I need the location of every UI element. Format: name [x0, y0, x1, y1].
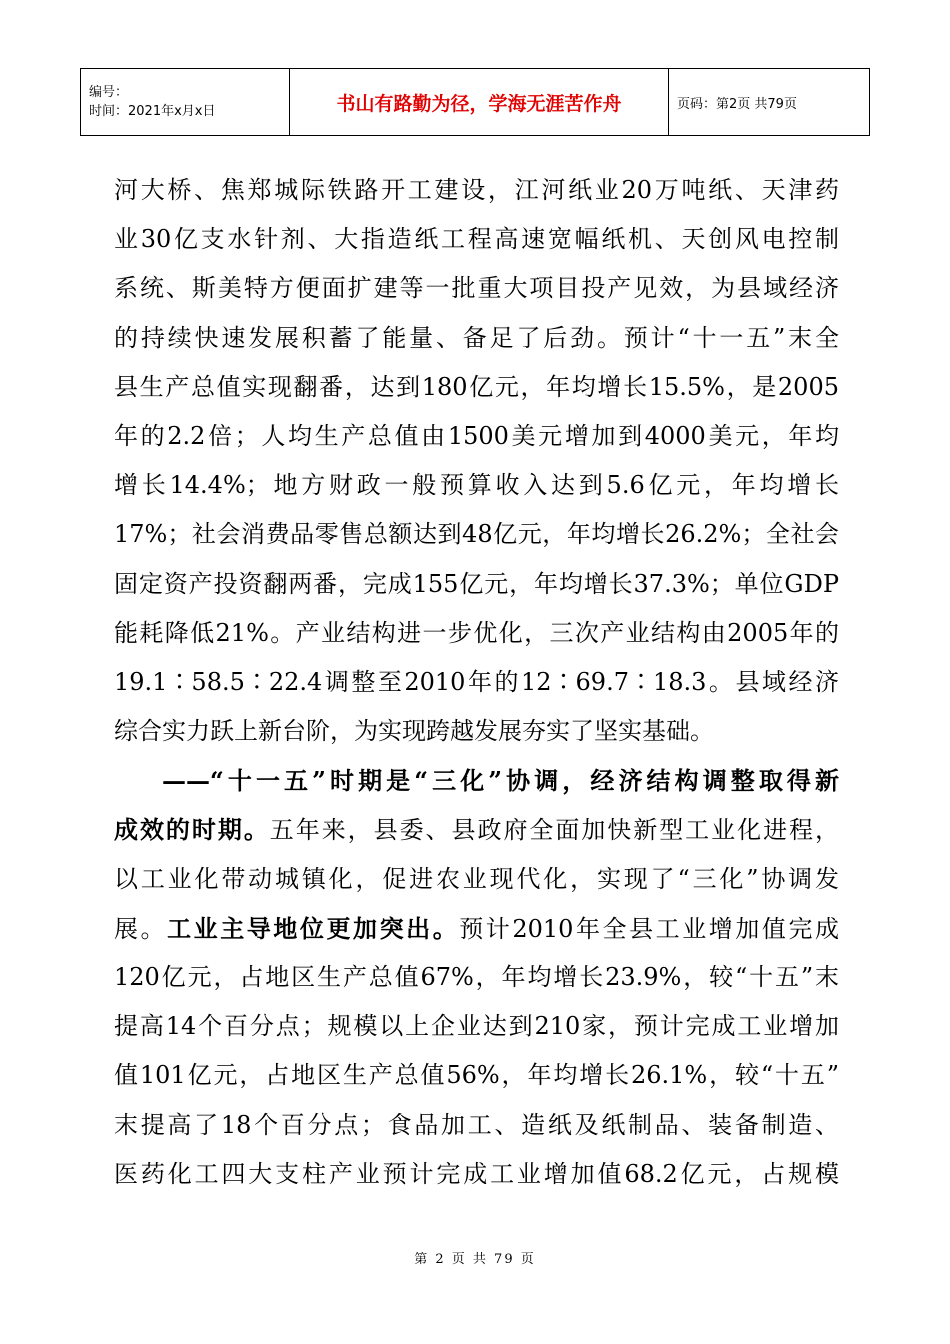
header-page-info: 页码：第2页 共79页: [669, 69, 870, 136]
body-line: 以工业化带动城镇化，促进农业现代化，实现了“三化”协调发: [114, 864, 839, 893]
body-line: 业30亿支水针剂、大指造纸工程高速宽幅纸机、天创风电控制: [114, 225, 839, 254]
body-line: 固定资产投资翻两番，完成155亿元，年均增长37.3%；单位GDP: [114, 569, 839, 598]
body-line: 提高14个百分点；规模以上企业达到210家，预计完成工业增加: [114, 1012, 839, 1041]
body-line: 120亿元，占地区生产总值67%，年均增长23.9%，较“十五”末: [114, 963, 839, 991]
section-heading-tail: 成效的时期。: [114, 815, 270, 845]
subheading-run: 工业主导地位更加突出。: [167, 913, 460, 943]
body-line: 17%；社会消费品零售总额达到48亿元，年均增长26.2%；全社会: [114, 520, 839, 549]
body-line: 19.1∶58.5∶22.4调整至2010年的12∶69.7∶18.3。县域经济: [114, 667, 839, 696]
body-line: 末提高了18个百分点；食品加工、造纸及纸制品、装备制造、: [114, 1110, 839, 1139]
body-line: 增长14.4%；地方财政一般预算收入达到5.6亿元，年均增长: [114, 471, 839, 500]
page-footer: 第 2 页 共 79 页: [414, 1252, 536, 1267]
document-header: [80, 68, 870, 136]
body-line: 河大桥、焦郑城际铁路开工建设，江河纸业20万吨纸、天津药: [114, 176, 839, 204]
body-line: 县生产总值实现翻番，达到180亿元，年均增长15.5%，是2005: [114, 372, 839, 401]
document-body: [114, 166, 839, 1199]
body-line: 的持续快速发展积蓄了能量、备足了后劲。预计“十一五”末全: [114, 323, 839, 352]
document-number-label: 编号：: [89, 85, 129, 100]
body-text-run: 展。: [114, 914, 168, 943]
body-line: 系统、斯美特方便面扩建等一批重大项目投产见效，为县域经济: [114, 274, 839, 303]
header-meta-cell: [81, 69, 290, 136]
body-line: 综合实力跃上新台阶，为实现跨越发展夯实了坚实基础。: [114, 717, 714, 746]
body-line: [114, 805, 839, 854]
body-line: [114, 904, 839, 953]
body-line: 能耗降低21%。产业结构进一步优化，三次产业结构由2005年的: [114, 618, 839, 647]
body-text-run: 预计2010年全县工业增加值完成: [459, 914, 839, 943]
section-heading-line: ——“十一五”时期是“三化”协调，经济结构调整取得新: [162, 766, 839, 796]
body-line: 医药化工四大支柱产业预计完成工业增加值68.2亿元，占规模: [114, 1159, 839, 1188]
body-text-run: 五年来，县委、县政府全面加快新型工业化进程，: [269, 816, 839, 845]
body-line: 年的2.2倍；人均生产总值由1500美元增加到4000美元，年均: [114, 421, 839, 450]
header-motto: 书山有路勤为径，学海无涯苦作舟: [290, 69, 669, 136]
document-time-label: 时间：2021年x月x日: [89, 104, 216, 119]
body-line: 值101亿元，占地区生产总值56%，年均增长26.1%，较“十五”: [114, 1061, 839, 1090]
